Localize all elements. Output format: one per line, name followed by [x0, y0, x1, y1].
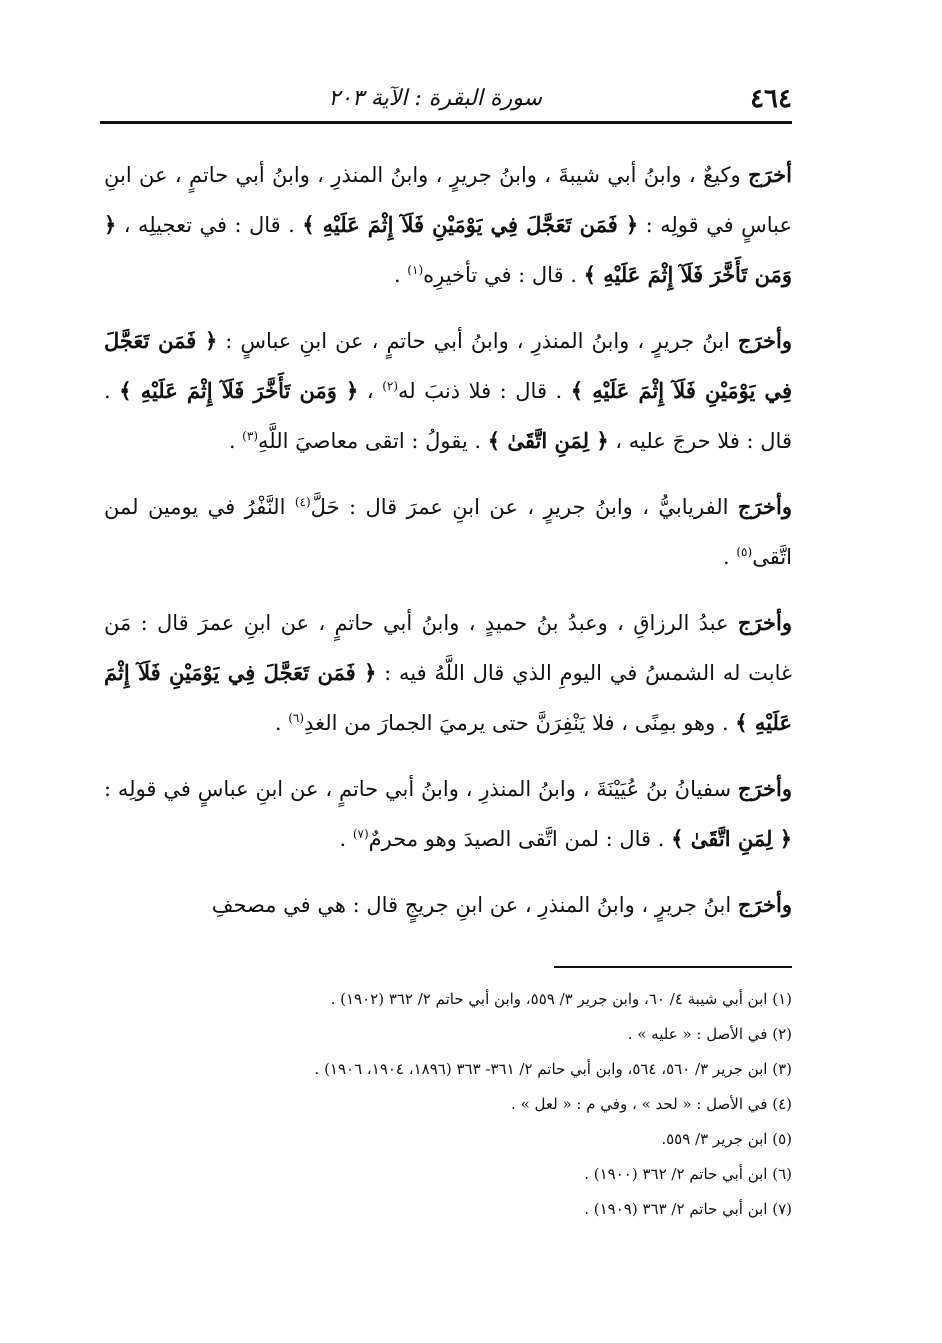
paragraph-text: . قال : فلا ذنبَ له — [398, 379, 571, 403]
paragraph-end: . — [228, 429, 243, 453]
paragraph-lead: وأخرَج — [737, 494, 793, 519]
paragraph-text: . وهو بمِنًى ، فلا يَنْفِرَنَّ حتى يرميَ الجمارَ من الغدِ — [304, 711, 736, 735]
paragraph-2 — [104, 316, 792, 466]
footnote-marker[interactable]: (٢) — [382, 379, 399, 393]
paragraph-lead: أخرَج — [748, 162, 792, 187]
footnote-marker[interactable]: (٧) — [352, 827, 369, 841]
paragraph-text: ابنُ جريرٍ ، وابنُ المنذرِ ، عن ابنِ جريجٍ قال : هي في مصحفِ — [211, 893, 738, 917]
footnote-item: (٢) في الأصل : « عليه » . — [627, 1025, 792, 1043]
paragraph-lead: وأخرَج — [737, 776, 792, 801]
paragraph-end: . — [274, 711, 289, 735]
paragraph-text: الفريابيُّ ، وابنُ جريرٍ ، عن ابنِ عمرَ قال : حَلَّ — [310, 495, 738, 519]
paragraph-text: ، — [358, 379, 383, 403]
footnote-item: (٣) ابن جرير ٣/ ٥٦٠، ٥٦٤، وابن أبي حاتم ٢/ ٣٦١- ٣٦٣ (١٨٩٦، ١٩٠٤، ١٩٠٦) . — [314, 1060, 792, 1078]
page-header — [100, 78, 792, 124]
paragraph-4 — [104, 598, 792, 748]
paragraph-1 — [104, 150, 792, 300]
paragraph-text: . قال : في تأخيرِه — [423, 263, 584, 287]
footnotes-list — [100, 982, 792, 1227]
paragraph-lead: وأخرَج — [737, 892, 792, 917]
body-text — [104, 150, 792, 946]
footnote-marker[interactable]: (٤) — [294, 495, 311, 509]
paragraph-text: وكيعٌ ، وابنُ أبي شيبةَ ، وابنُ جريرٍ ، وابنُ المنذرِ ، وابنُ أبي حاتمٍ ، عن ابنِ عباسٍ في قولِه : — [104, 163, 793, 237]
paragraph-end: . — [723, 545, 737, 569]
header-rule — [100, 121, 792, 124]
quran-quote: ﴿ فَمَن تَعَجَّلَ فِي يَوْمَيْنِ فَلَآ إِثْمَ عَلَيْهِ ﴾ — [302, 212, 639, 237]
paragraph-text: ابنُ جريرٍ ، وابنُ المنذرِ ، وابنُ أبي حاتمٍ ، عن ابنِ عباسٍ : — [217, 329, 738, 353]
footnote-item: (٧) ابن أبي حاتم ٢/ ٣٦٣ (١٩٠٩) . — [584, 1200, 792, 1218]
quran-quote: ﴿ وَمَن تَأَخَّرَ فَلَآ إِثْمَ عَلَيْهِ ﴾ — [104, 212, 792, 287]
paragraph-text: سفيانُ بنُ عُيَيْنَةَ ، وابنُ المنذرِ ، وابنُ أبي حاتمٍ ، عن ابنِ عباسٍ في قولِه : — [104, 777, 738, 801]
footnote-item: (٦) ابن أبي حاتم ٢/ ٣٦٢ (١٩٠٠) . — [584, 1165, 792, 1183]
quran-quote: ﴿ وَمَن تَأَخَّرَ فَلَآ إِثْمَ عَلَيْهِ ﴾ — [119, 378, 359, 403]
paragraph-text: النَّفْرُ في يومين لمن اتَّقى — [104, 495, 792, 569]
footnote-item: (١) ابن أبي شيبة ٤/ ٦٠، وابن جرير ٣/ ٥٥٩، وابن أبي حاتم ٢/ ٣٦٢ (١٩٠٢) . — [330, 990, 792, 1008]
quran-quote: ﴿ فَمَن تَعَجَّلَ فِي يَوْمَيْنِ فَلَآ إِثْمَ عَلَيْهِ ﴾ — [104, 660, 792, 735]
footnote-rule — [554, 966, 792, 968]
paragraph-lead: وأخرَج — [737, 328, 793, 353]
paragraph-text: . قال : فلا حرجَ عليه ، — [104, 379, 792, 453]
paragraph-3 — [104, 482, 792, 582]
footnote-item: (٤) في الأصل : « لحد » ، وفي م : « لعل » . — [511, 1095, 792, 1113]
paragraph-text: . قال : في تعجيلِه ، — [116, 213, 303, 237]
paragraph-5 — [104, 764, 792, 864]
quran-quote: ﴿ لِمَنِ اتَّقَىٰ ﴾ — [487, 428, 609, 453]
footnote-marker[interactable]: (١) — [407, 263, 424, 277]
paragraph-text: . يقولُ : اتقى معاصيَ اللَّهِ — [258, 429, 488, 453]
paragraph-end: . — [393, 263, 408, 287]
paragraph-lead: وأخرَج — [737, 610, 792, 635]
quran-quote: ﴿ فَمَن تَعَجَّلَ فِي يَوْمَيْنِ فَلَآ إِثْمَ عَلَيْهِ ﴾ — [104, 328, 792, 403]
paragraph-text: عبدُ الرزاقِ ، وعبدُ بنُ حميدٍ ، وابنُ أبي حاتمٍ ، عن ابنِ عمرَ قال : مَن غابت له الشمسُ في اليومِ الذي قال اللَّهُ فيه : — [104, 611, 792, 685]
paragraph-text: . قال : لمن اتَّقى الصيدَ وهو محرمٌ — [368, 827, 672, 851]
quran-quote: ﴿ لِمَنِ اتَّقَىٰ ﴾ — [671, 826, 792, 851]
footnote-item: (٥) ابن جرير ٣/ ٥٥٩. — [661, 1130, 792, 1148]
page-number: ٤٦٤ — [750, 84, 792, 114]
paragraph-end: . — [339, 827, 353, 851]
footnote-marker[interactable]: (٣) — [242, 429, 258, 443]
footnote-marker[interactable]: (٦) — [288, 711, 305, 725]
paragraph-6 — [104, 880, 792, 930]
footnote-marker[interactable]: (٥) — [736, 545, 753, 559]
running-title: سورة البقرة : الآية ٢٠٣ — [328, 86, 542, 111]
